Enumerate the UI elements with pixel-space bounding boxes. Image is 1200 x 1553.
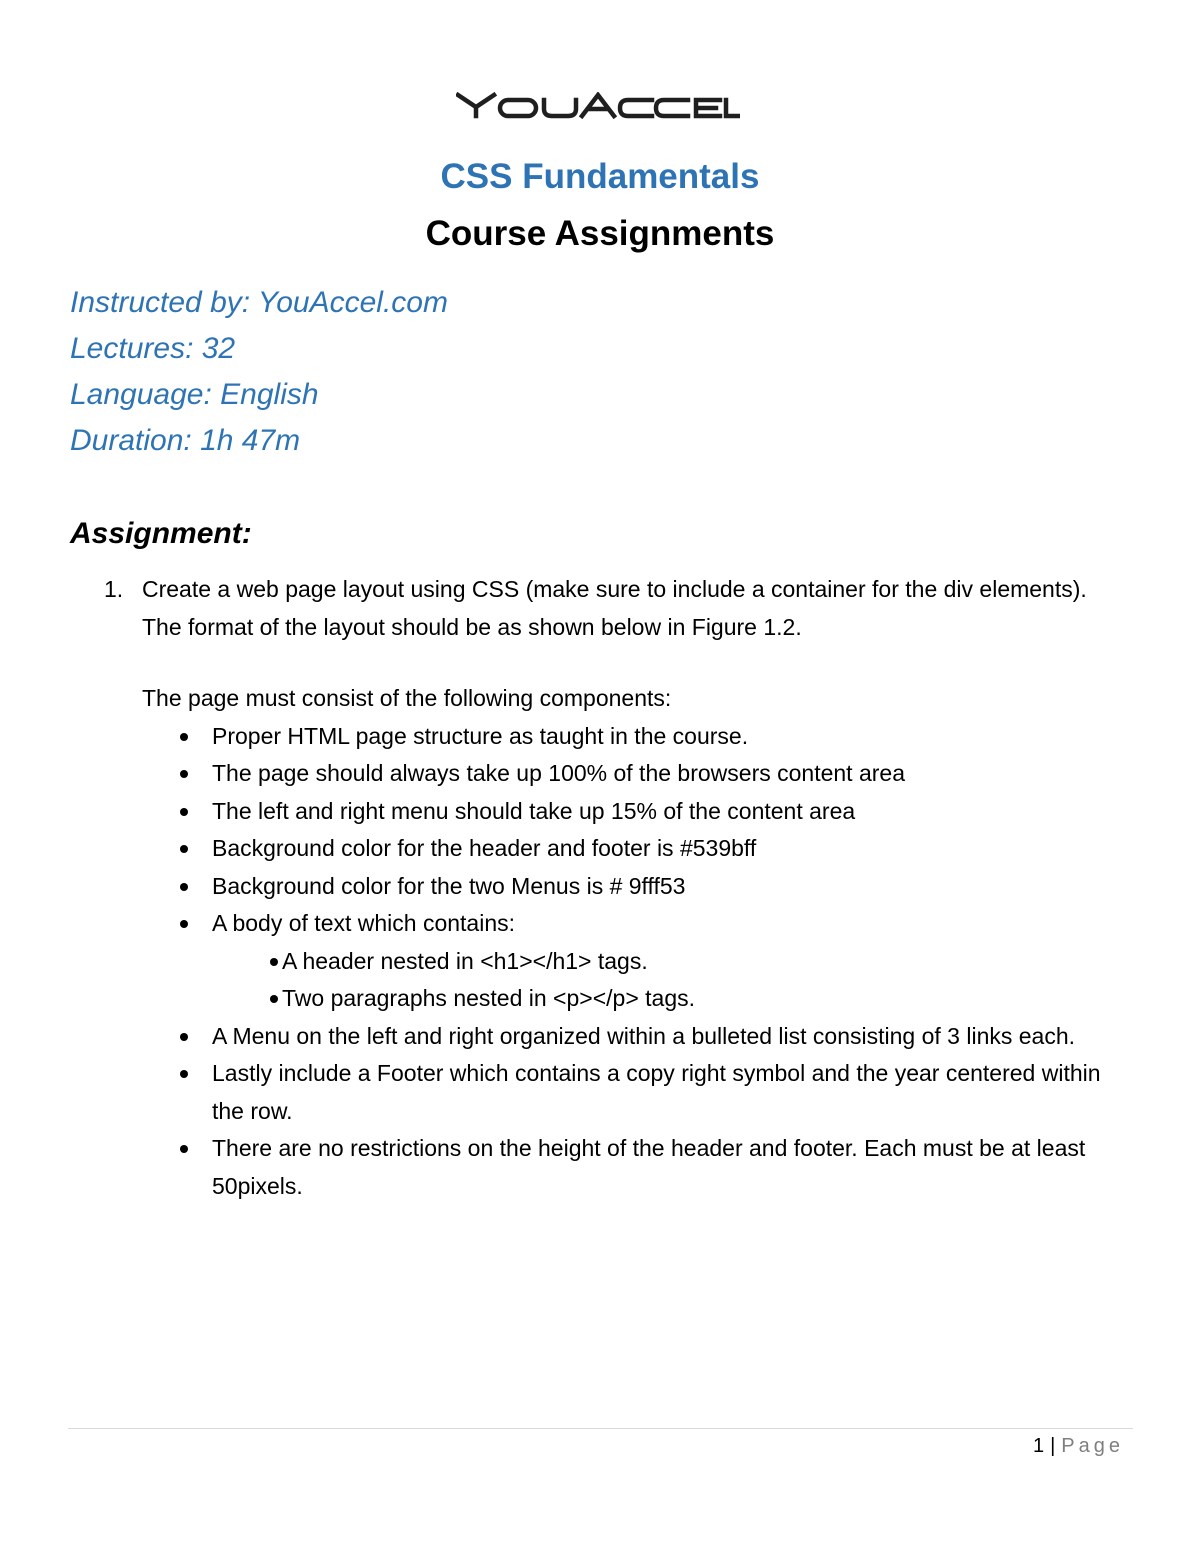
- list-item: [142, 1018, 1122, 1056]
- assignment-item: [104, 571, 1114, 646]
- bullet-icon: [180, 920, 188, 928]
- bullet-icon: [180, 1145, 188, 1153]
- list-item-text: Lastly include a Footer which contains a copy right symbol and the year centered within the row.: [212, 1060, 1101, 1124]
- list-item-text: The left and right menu should take up 15% of the content area: [212, 797, 856, 824]
- sub-list-item: [212, 980, 1122, 1018]
- list-item-text: Background color for the header and footer is #539bff: [212, 835, 757, 861]
- bullet-icon: [180, 845, 188, 853]
- components-list: [142, 718, 1122, 1206]
- list-item: [142, 755, 1122, 793]
- footer-separator: |: [1050, 1435, 1056, 1457]
- list-item: [142, 1055, 1122, 1130]
- bullet-icon: [270, 995, 278, 1003]
- bullet-icon: [180, 1070, 188, 1078]
- list-item: [142, 868, 1122, 906]
- assignment-item-text: Create a web page layout using CSS (make sure to include a container for the div elements). The format of the layout should be as shown below in Figure 1.2.: [142, 576, 1087, 640]
- bullet-icon: [180, 883, 188, 891]
- meta-duration: Duration: 1h 47m: [70, 424, 301, 457]
- meta-language: Language: English: [70, 378, 319, 411]
- components-intro: The page must consist of the following components:: [142, 685, 672, 711]
- sub-list-item: [212, 943, 1122, 981]
- sub-list-item-text: A header nested in <h1></h1> tags.: [282, 947, 648, 974]
- footer-divider: [68, 1428, 1133, 1429]
- bullet-icon: [180, 808, 188, 816]
- sub-list: [212, 943, 1122, 1018]
- list-item: [142, 793, 1122, 831]
- meta-instructor: Instructed by: YouAccel.com: [70, 286, 448, 319]
- bullet-icon: [180, 1033, 188, 1041]
- list-item: [142, 718, 1122, 756]
- bullet-icon: [180, 733, 188, 741]
- meta-lectures: Lectures: 32: [70, 332, 236, 365]
- assignment-item-number: 1.: [104, 576, 124, 602]
- youaccel-logo: [456, 92, 740, 126]
- page-number: 1: [1032, 1435, 1045, 1457]
- list-item: [142, 830, 1122, 868]
- page-label: Page: [1061, 1435, 1124, 1457]
- document-title: CSS Fundamentals: [440, 157, 760, 196]
- youaccel-logo-mark: [456, 92, 740, 126]
- course-meta: [70, 280, 448, 464]
- list-item-text: A body of text which contains:: [212, 910, 516, 936]
- list-item: [142, 905, 1122, 1018]
- bullet-icon: [180, 770, 188, 778]
- list-item-text: Proper HTML page structure as taught in the course.: [212, 722, 749, 749]
- components-section: [142, 680, 1122, 1205]
- list-item: [142, 1130, 1122, 1205]
- page-footer: [1033, 1432, 1124, 1460]
- list-item-text: A Menu on the left and right organized within a bulleted list consisting of 3 links each.: [212, 1022, 1076, 1049]
- sub-list-item-text: Two paragraphs nested in <p></p> tags.: [282, 985, 696, 1011]
- document-subtitle: Course Assignments: [425, 214, 775, 253]
- assignment-heading: Assignment:: [70, 517, 252, 550]
- bullet-icon: [270, 958, 278, 966]
- list-item-text: The page should always take up 100% of the browsers content area: [212, 760, 905, 786]
- list-item-text: There are no restrictions on the height of the header and footer. Each must be at least 50pixels.: [212, 1135, 1086, 1199]
- list-item-text: Background color for the two Menus is # 9fff53: [212, 872, 686, 899]
